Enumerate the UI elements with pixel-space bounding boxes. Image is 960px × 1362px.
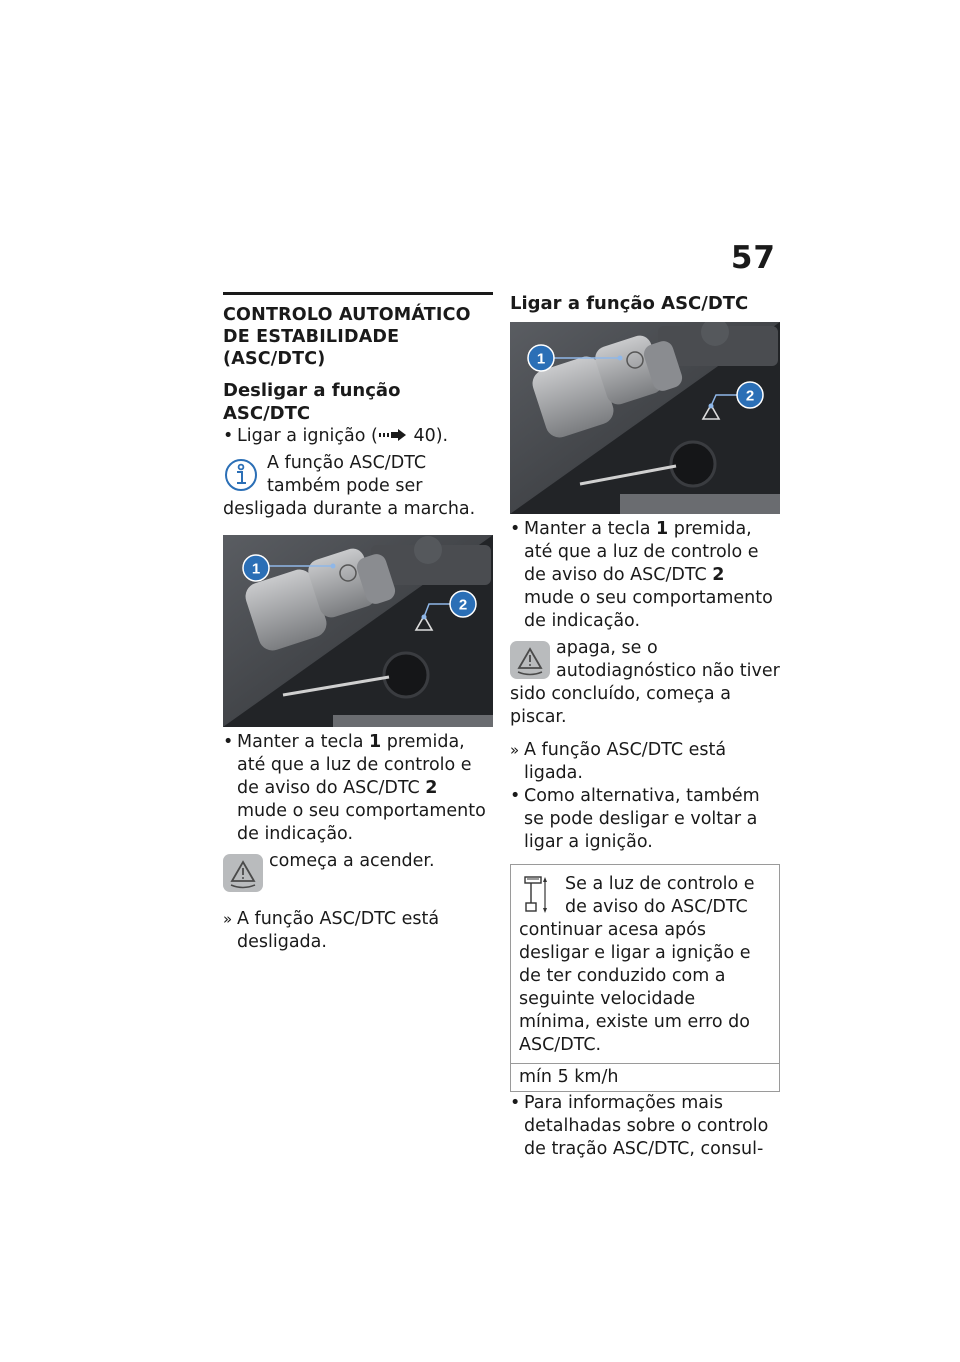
spec-box-value: mín 5 km/h (511, 1063, 779, 1091)
left-column (223, 292, 493, 954)
warning-note (510, 637, 780, 729)
bullet-ignition-ref: 40). (413, 426, 449, 446)
spec-box-text: Se a luz de controlo e de aviso do ASC/DTC continuar acesa após desligar e ligar a ignição e de ter conduzido com a seguinte velocidade mínima, existe um erro do ASC/DTC. (519, 874, 755, 1055)
section-rule (223, 292, 493, 295)
info-note-text: A função ASC/DTC também pode ser desligada durante a marcha. (223, 453, 476, 519)
text-part: mude o seu comportamento de indicação. (237, 801, 486, 844)
bullet-ignition-text: Ligar a ignição ( (237, 426, 378, 446)
subhead-switch-on: Ligar a função ASC/DTC (510, 293, 749, 314)
bullet-ignition (223, 425, 493, 448)
callout-1: 1 (251, 560, 261, 578)
key-ref-2: 2 (712, 565, 725, 585)
result-switched-off: » A função ASC/DTC está desligada. (223, 908, 493, 954)
page-number: 57 (730, 240, 776, 276)
warning-note-text: começa a acender. (269, 851, 435, 871)
handlebar-photo-right (510, 322, 780, 514)
handlebar-illustration (510, 322, 780, 514)
bullet-alternative: • Como alternativa, também se pode desligar e voltar a ligar a ignição. (510, 785, 780, 854)
text-part: premida, até que a luz de controlo e de aviso do ASC/DTC (524, 519, 759, 585)
text-part: Manter a tecla (237, 732, 369, 752)
bullet-more-info: • Para informações mais detalhadas sobre o controlo de tração ASC/DTC, consul- (510, 1092, 780, 1161)
info-note (223, 452, 493, 521)
right-column (510, 292, 780, 1161)
text-part: mude o seu comportamento de indicação. (524, 588, 773, 631)
info-icon (223, 456, 259, 492)
warning-note-text: apaga, se o autodiagnóstico não tiver sido concluído, começa a piscar. (510, 638, 780, 727)
asc-warning-icon (510, 641, 550, 679)
callout-1: 1 (536, 350, 546, 368)
bullet-hold-button (223, 731, 493, 846)
section-title: CONTROLO AUTOMÁTICO DE ESTABILIDADE (ASC/DTC) (223, 305, 471, 369)
handlebar-illustration (223, 535, 493, 727)
handlebar-photo-left (223, 535, 493, 727)
result-switched-on: » A função ASC/DTC está ligada. (510, 739, 780, 785)
page-ref-arrow-icon (378, 428, 408, 442)
spec-box-body (511, 865, 779, 1063)
asc-warning-icon (223, 854, 263, 892)
callout-2: 2 (458, 596, 468, 614)
spec-box (510, 864, 780, 1092)
spec-icon (521, 875, 557, 915)
key-ref-1: 1 (369, 732, 382, 752)
callout-2: 2 (745, 387, 755, 405)
text-part: Manter a tecla (524, 519, 656, 539)
key-ref-2: 2 (425, 778, 438, 798)
text-part: premida, até que a luz de controlo e de aviso do ASC/DTC (237, 732, 472, 798)
key-ref-1: 1 (656, 519, 669, 539)
bullet-hold-button (510, 518, 780, 633)
subhead-switch-off: Desligar a função ASC/DTC (223, 380, 401, 424)
warning-note (223, 850, 493, 873)
